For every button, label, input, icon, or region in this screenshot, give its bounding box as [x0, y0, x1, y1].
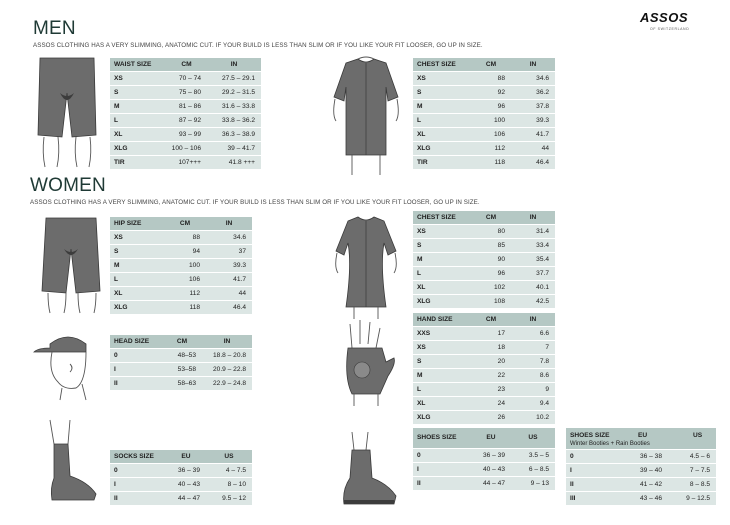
in-cell: 36.3 – 38.9 [207, 128, 261, 142]
size-cell: XS [110, 231, 164, 245]
table-row [110, 245, 252, 259]
table-row [566, 464, 716, 478]
size-cell: XLG [413, 142, 471, 156]
cm-cell: 96 [471, 100, 511, 114]
header-eu: EU [471, 428, 511, 449]
cm-cell: 96 [471, 267, 511, 281]
men-waist-size-table [110, 58, 261, 170]
size-cell: XXS [413, 327, 471, 341]
booties-header-cell [566, 428, 716, 450]
cm-cell: 112 [471, 142, 511, 156]
men-title: MEN [33, 18, 76, 39]
table-row [413, 477, 555, 491]
cm-cell: 100 [471, 114, 511, 128]
cm-cell: 85 [471, 239, 511, 253]
us-cell: 9.5 – 12 [206, 492, 252, 506]
in-cell: 20.9 – 22.8 [202, 363, 252, 377]
socks-size-table [110, 450, 252, 506]
header-cm: CM [471, 211, 511, 225]
eu-cell: 36 – 39 [471, 449, 511, 463]
in-cell: 36.2 [511, 86, 555, 100]
in-cell: 44 [206, 287, 252, 301]
size-cell: M [110, 100, 166, 114]
table-row [566, 450, 716, 464]
us-cell: 9 – 12.5 [668, 492, 716, 506]
size-cell: L [110, 114, 166, 128]
table-row [110, 128, 261, 142]
in-cell: 46.4 [511, 156, 555, 170]
table-header-row [110, 335, 252, 349]
header-in: IN [207, 58, 261, 72]
size-cell: III [566, 492, 624, 506]
cm-cell: 70 – 74 [166, 72, 207, 86]
cm-cell: 107+++ [166, 156, 207, 170]
size-cell: XS [110, 72, 166, 86]
table-row [413, 86, 555, 100]
us-cell: 4.5 – 6 [668, 450, 716, 464]
women-shorts-illustration [40, 215, 104, 315]
size-cell: XLG [110, 142, 166, 156]
in-cell: 9 [511, 383, 555, 397]
table-row [413, 142, 555, 156]
us-cell: 4 – 7.5 [206, 464, 252, 478]
size-cell: XL [110, 128, 166, 142]
header-in: IN [202, 335, 252, 349]
header-us: US [693, 432, 703, 439]
cm-cell: 75 – 80 [166, 86, 207, 100]
table-row [413, 100, 555, 114]
cm-cell: 118 [164, 301, 206, 315]
cm-cell: 26 [471, 411, 511, 425]
table-row [413, 225, 555, 239]
size-cell: XL [413, 281, 471, 295]
head-size-table [110, 335, 252, 391]
cm-cell: 100 [164, 259, 206, 273]
header-hand-size: HAND SIZE [413, 313, 471, 327]
in-cell: 6.6 [511, 327, 555, 341]
cm-cell: 93 – 99 [166, 128, 207, 142]
eu-cell: 36 – 39 [166, 464, 206, 478]
in-cell: 37.8 [511, 100, 555, 114]
table-row [566, 492, 716, 506]
cm-cell: 112 [164, 287, 206, 301]
header-us: US [511, 428, 555, 449]
size-cell: TIR [110, 156, 166, 170]
in-cell: 37.7 [511, 267, 555, 281]
header-in: IN [206, 217, 252, 231]
size-cell: L [413, 114, 471, 128]
in-cell: 7 [511, 341, 555, 355]
eu-cell: 40 – 43 [471, 463, 511, 477]
table-row [413, 72, 555, 86]
size-cell: S [413, 355, 471, 369]
table-row [110, 363, 252, 377]
in-cell: 35.4 [511, 253, 555, 267]
men-shorts-illustration [36, 55, 98, 170]
header-shoes-size: SHOES SIZE [570, 432, 610, 439]
cm-cell: 88 [471, 72, 511, 86]
size-cell: II [110, 377, 162, 391]
shoes-size-table [413, 428, 555, 491]
table-row [413, 369, 555, 383]
table-header-row [413, 428, 555, 449]
in-cell: 39 – 41.7 [207, 142, 261, 156]
table-row [413, 114, 555, 128]
in-cell: 33.8 – 36.2 [207, 114, 261, 128]
in-cell: 34.6 [206, 231, 252, 245]
table-row [110, 259, 252, 273]
header-in: IN [511, 58, 555, 72]
table-row [110, 86, 261, 100]
header-cm: CM [471, 58, 511, 72]
table-row [413, 253, 555, 267]
table-row [413, 267, 555, 281]
sock-illustration [40, 418, 102, 503]
size-cell: XLG [413, 295, 471, 309]
eu-cell: 43 – 46 [624, 492, 668, 506]
cm-cell: 20 [471, 355, 511, 369]
women-hip-size-table [110, 217, 252, 315]
header-head-size: HEAD SIZE [110, 335, 162, 349]
cm-cell: 88 [164, 231, 206, 245]
bootie-illustration [336, 430, 400, 510]
size-cell: I [566, 464, 624, 478]
in-cell: 46.4 [206, 301, 252, 315]
cm-cell: 23 [471, 383, 511, 397]
cm-cell: 100 – 106 [166, 142, 207, 156]
women-title: WOMEN [30, 175, 106, 196]
cm-cell: 106 [471, 128, 511, 142]
table-row [413, 383, 555, 397]
table-row [413, 411, 555, 425]
size-cell: XS [413, 341, 471, 355]
header-cm: CM [166, 58, 207, 72]
cm-cell: 18 [471, 341, 511, 355]
table-row [110, 156, 261, 170]
size-cell: XLG [110, 301, 164, 315]
size-cell: I [110, 478, 166, 492]
in-cell: 22.9 – 24.8 [202, 377, 252, 391]
header-in: IN [511, 313, 555, 327]
header-eu: EU [166, 450, 206, 464]
table-row [110, 301, 252, 315]
header-socks-size: SOCKS SIZE [110, 450, 166, 464]
head-cap-illustration [30, 330, 100, 400]
table-header-row [413, 313, 555, 327]
in-cell: 27.5 – 29.1 [207, 72, 261, 86]
table-row [413, 295, 555, 309]
women-fit-note: ASSOS CLOTHING HAS A VERY SLIMMING, ANATOMIC CUT. IF YOUR BUILD IS LESS THAN SLIM OR IF YOU LIKE YOUR FIT LOOSER, GO UP IN SIZE. [30, 199, 480, 206]
us-cell: 3.5 – 5 [511, 449, 555, 463]
table-row [110, 349, 252, 363]
table-row [110, 478, 252, 492]
size-cell: 0 [110, 464, 166, 478]
eu-cell: 44 – 47 [166, 492, 206, 506]
in-cell: 39.3 [206, 259, 252, 273]
women-chest-size-table [413, 211, 555, 309]
table-row [110, 72, 261, 86]
in-cell: 41.7 [511, 128, 555, 142]
cm-cell: 17 [471, 327, 511, 341]
header-waist-size: WAIST SIZE [110, 58, 166, 72]
table-row [413, 156, 555, 170]
brand-logo-text: ASSOS [640, 10, 689, 25]
table-row [413, 463, 555, 477]
size-cell: I [110, 363, 162, 377]
header-cm: CM [471, 313, 511, 327]
table-header-row [110, 58, 261, 72]
table-row [110, 377, 252, 391]
header-hip-size: HIP SIZE [110, 217, 164, 231]
table-header-row [413, 211, 555, 225]
table-row [413, 341, 555, 355]
in-cell: 41.7 [206, 273, 252, 287]
table-row [413, 128, 555, 142]
cm-cell: 48–53 [162, 349, 202, 363]
in-cell: 41.8 +++ [207, 156, 261, 170]
table-row [110, 114, 261, 128]
table-header-row [566, 428, 716, 450]
eu-cell: 39 – 40 [624, 464, 668, 478]
header-in: IN [511, 211, 555, 225]
cm-cell: 87 – 92 [166, 114, 207, 128]
in-cell: 31.4 [511, 225, 555, 239]
table-row [110, 100, 261, 114]
us-cell: 7 – 7.5 [668, 464, 716, 478]
cm-cell: 58–63 [162, 377, 202, 391]
table-row [413, 281, 555, 295]
brand-logo [640, 10, 688, 25]
women-jersey-illustration [328, 215, 404, 320]
in-cell: 44 [511, 142, 555, 156]
size-cell: I [413, 463, 471, 477]
eu-cell: 36 – 38 [624, 450, 668, 464]
size-cell: S [413, 86, 471, 100]
size-cell: S [110, 86, 166, 100]
cm-cell: 108 [471, 295, 511, 309]
size-cell: L [413, 383, 471, 397]
cm-cell: 106 [164, 273, 206, 287]
hand-size-table [413, 313, 555, 425]
table-header-row [413, 58, 555, 72]
in-cell: 31.6 – 33.8 [207, 100, 261, 114]
table-header-row [110, 217, 252, 231]
table-header-row [110, 450, 252, 464]
size-cell: L [413, 267, 471, 281]
size-cell: II [413, 477, 471, 491]
cm-cell: 53–58 [162, 363, 202, 377]
size-cell: M [413, 100, 471, 114]
header-chest-size: CHEST SIZE [413, 58, 471, 72]
in-cell: 7.8 [511, 355, 555, 369]
table-row [110, 142, 261, 156]
size-cell: II [110, 492, 166, 506]
header-eu: EU [638, 432, 648, 439]
size-cell: TIR [413, 156, 471, 170]
cm-cell: 90 [471, 253, 511, 267]
eu-cell: 40 – 43 [166, 478, 206, 492]
size-cell: M [413, 369, 471, 383]
men-chest-size-table [413, 58, 555, 170]
cm-cell: 81 – 86 [166, 100, 207, 114]
cm-cell: 118 [471, 156, 511, 170]
booties-size-table [566, 428, 716, 506]
cm-cell: 92 [471, 86, 511, 100]
size-cell: M [110, 259, 164, 273]
us-cell: 8 – 10 [206, 478, 252, 492]
us-cell: 8 – 8.5 [668, 478, 716, 492]
cm-cell: 94 [164, 245, 206, 259]
eu-cell: 41 – 42 [624, 478, 668, 492]
in-cell: 40.1 [511, 281, 555, 295]
men-jersey-illustration [328, 57, 404, 177]
size-cell: XL [413, 397, 471, 411]
size-cell: 0 [110, 349, 162, 363]
size-cell: XS [413, 72, 471, 86]
size-cell: XLG [413, 411, 471, 425]
table-row [413, 397, 555, 411]
table-row [413, 327, 555, 341]
in-cell: 42.5 [511, 295, 555, 309]
men-fit-note: ASSOS CLOTHING HAS A VERY SLIMMING, ANATOMIC CUT. IF YOUR BUILD IS LESS THAN SLIM OR IF YOU LIKE YOUR FIT LOOSER, GO UP IN SIZE. [33, 42, 483, 49]
header-cm: CM [162, 335, 202, 349]
us-cell: 6 – 8.5 [511, 463, 555, 477]
table-row [110, 273, 252, 287]
size-cell: 0 [566, 450, 624, 464]
header-shoes-size: SHOES SIZE [413, 428, 471, 449]
us-cell: 9 – 13 [511, 477, 555, 491]
table-row [110, 492, 252, 506]
table-row [413, 355, 555, 369]
table-row [413, 449, 555, 463]
cm-cell: 22 [471, 369, 511, 383]
size-cell: II [566, 478, 624, 492]
eu-cell: 44 – 47 [471, 477, 511, 491]
table-row [566, 478, 716, 492]
in-cell: 18.8 – 20.8 [202, 349, 252, 363]
table-row [413, 239, 555, 253]
brand-logo-subtitle: OF SWITZERLAND [650, 27, 690, 31]
cm-cell: 80 [471, 225, 511, 239]
in-cell: 9.4 [511, 397, 555, 411]
size-cell: XS [413, 225, 471, 239]
cm-cell: 24 [471, 397, 511, 411]
size-cell: S [413, 239, 471, 253]
header-us: US [206, 450, 252, 464]
in-cell: 8.6 [511, 369, 555, 383]
size-cell: 0 [413, 449, 471, 463]
table-row [110, 287, 252, 301]
size-cell: XL [110, 287, 164, 301]
in-cell: 33.4 [511, 239, 555, 253]
table-row [110, 464, 252, 478]
size-cell: M [413, 253, 471, 267]
in-cell: 34.6 [511, 72, 555, 86]
in-cell: 10.2 [511, 411, 555, 425]
cm-cell: 102 [471, 281, 511, 295]
header-chest-size: CHEST SIZE [413, 211, 471, 225]
header-cm: CM [164, 217, 206, 231]
glove-illustration [336, 318, 398, 406]
size-cell: XL [413, 128, 471, 142]
in-cell: 39.3 [511, 114, 555, 128]
size-cell: L [110, 273, 164, 287]
booties-subheader: Winter Booties + Rain Booties [570, 441, 650, 447]
size-cell: S [110, 245, 164, 259]
table-row [110, 231, 252, 245]
in-cell: 37 [206, 245, 252, 259]
in-cell: 29.2 – 31.5 [207, 86, 261, 100]
